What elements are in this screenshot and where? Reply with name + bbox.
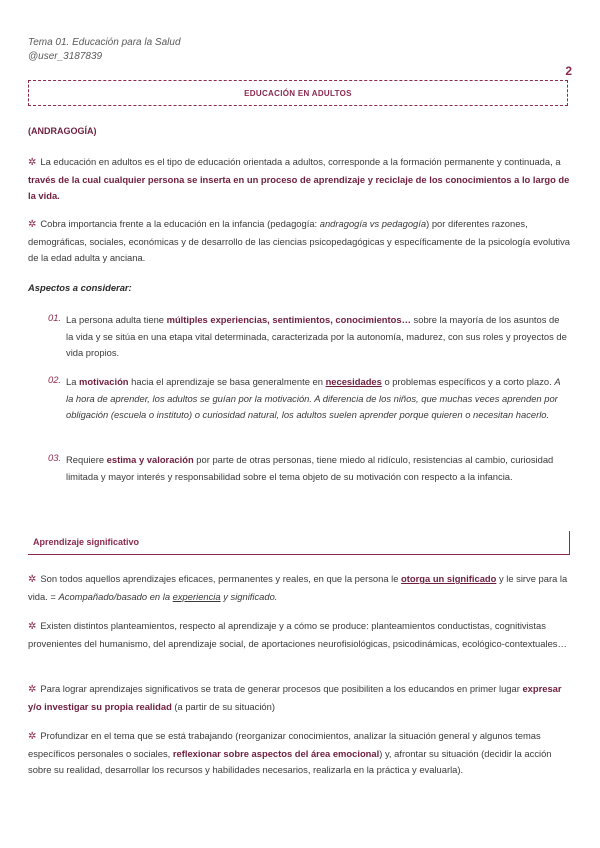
- list-item: La persona adulta tiene múltiples experiencias, sentimientos, conocimientos… sobre la mayoría de los asuntos de la vida y se sitúa en una etapa vital determinada, caracterizada por la autonomía, madurez, con sus roles y proyectos de vida propios.: [66, 314, 567, 358]
- paragraph-approaches: ✲ Existen distintos planteamientos, respecto al aprendizaje y a cómo se produce: planteamientos conductistas, cognitivistas provenientes del humanismo, del aprendizaje social, de aportaciones neurofisiológicas, psicodinámicas, ecológico-contextuales…: [28, 620, 567, 649]
- aspects-heading: Aspectos a considerar:: [28, 282, 132, 293]
- item-number: 03.: [48, 452, 62, 463]
- bullet-star-icon: ✲: [28, 219, 37, 230]
- subtitle: (ANDRAGOGÍA): [28, 126, 97, 136]
- bullet-star-icon: ✲: [28, 157, 37, 168]
- paragraph-processes: ✲ Para lograr aprendizajes significativos se trata de generar procesos que posibiliten a los educandos en primer lugar expresar y/o investigar su propia realidad (a partir de su situación): [28, 683, 562, 712]
- section-heading: Aprendizaje significativo: [28, 531, 570, 555]
- header-subject: Tema 01. Educación para la Salud: [28, 37, 181, 48]
- list-item: Requiere estima y valoración por parte de otras personas, tiene miedo al ridículo, resistencias al cambio, curiosidad limitada y mayor interés y responsabilidad sobre el tema objeto de su motivación con respecto a la infancia.: [66, 454, 554, 482]
- bullet-star-icon: ✲: [28, 574, 37, 585]
- paragraph-definition: ✲ La educación en adultos es el tipo de educación orientada a adultos, corresponde a la formación permanente y continuada, a través de la cual cualquier persona se inserta en un proceso de aprendizaje y reciclaje de los conocimientos a lo largo de la vida.: [28, 156, 570, 201]
- paragraph-deepen: ✲ Profundizar en el tema que se está trabajando (reorganizar conocimientos, analizar la situación general y algunos temas específicos personales o sociales, reflexionar sobre aspectos del área emocional) y, afrontar su situación (decidir la acción sobre su realidad, desarrollar los recursos y habilidades necesarios, realizarla en la práctica y evaluarla).: [28, 730, 552, 775]
- page-title: EDUCACIÓN EN ADULTOS: [28, 80, 568, 106]
- bullet-star-icon: ✲: [28, 731, 37, 742]
- bullet-star-icon: ✲: [28, 621, 37, 632]
- item-number: 01.: [48, 312, 62, 323]
- page-number: 2: [565, 64, 572, 78]
- paragraph-significant-learning: ✲ Son todos aquellos aprendizajes eficaces, permanentes y reales, en que la persona le otorga un significado y le sirve para la vida. = Acompañado/basado en la experiencia y significado.: [28, 573, 568, 602]
- header-user: @user_3187839: [28, 51, 103, 62]
- list-item: La motivación hacia el aprendizaje se basa generalmente en necesidades o problemas específicos y a corto plazo. A la hora de aprender, los adultos se guían por la motivación. A diferencia de los niños, que muchas veces aprenden por obligación (escuela o instituto) o curiosidad natural, los adultos suelen aprender porque quieren o necesitan hacerlo.: [66, 376, 561, 420]
- paragraph-importance: ✲ Cobra importancia frente a la educación en la infancia (pedagogía: andragogía vs pedagogía) por diferentes razones, demográficas, sociales, económicas y de desarrollo de las ciencias psicopedagógicas y específicamente de la psicología evolutiva de la edad adulta y anciana.: [28, 218, 570, 263]
- item-number: 02.: [48, 374, 62, 385]
- bullet-star-icon: ✲: [28, 684, 37, 695]
